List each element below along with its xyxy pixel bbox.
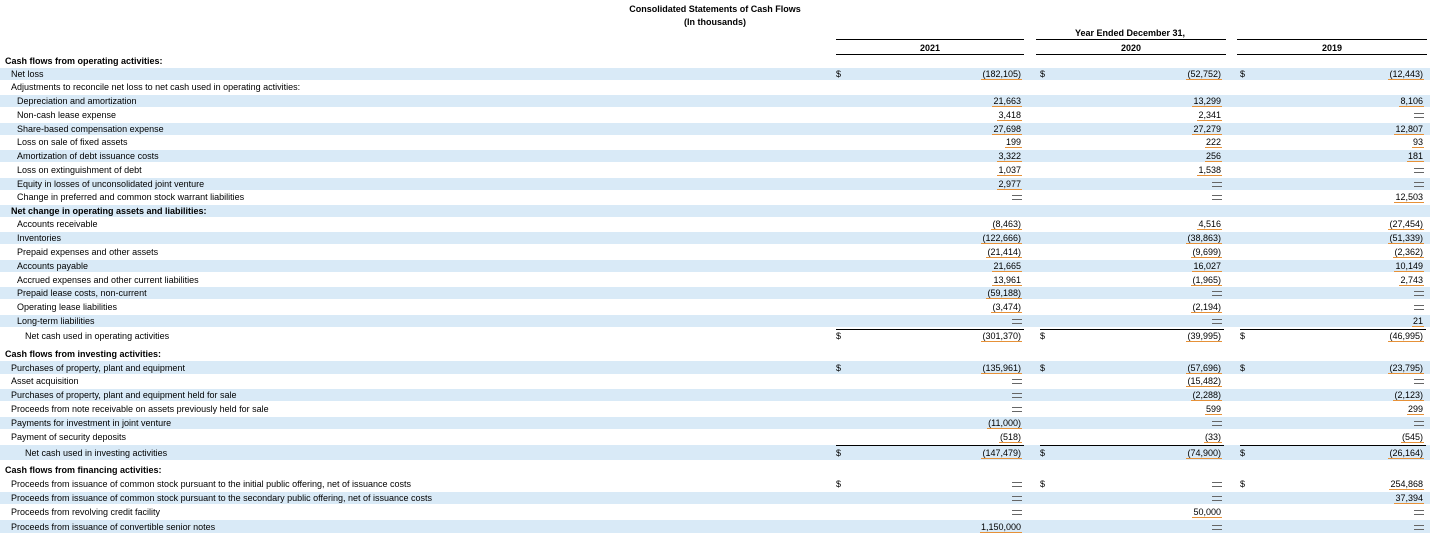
cell-value: (46,995): [1389, 331, 1423, 341]
table-row: [0, 164, 1430, 176]
cell-value: (135,961): [982, 362, 1021, 373]
nil-value-mark: [1212, 289, 1222, 297]
cell-value: 12,503: [1395, 192, 1423, 202]
row-label: Payment of security deposits: [11, 432, 127, 442]
column-header-2019: 2019: [1321, 43, 1343, 53]
nil-value-mark: [1414, 377, 1424, 385]
cell-value: 254,868: [1390, 479, 1423, 489]
cell-value: 50,000: [1193, 507, 1221, 517]
row-label: Accrued expenses and other current liabilities: [17, 275, 199, 285]
row-label: Prepaid expenses and other assets: [17, 247, 159, 257]
cell-value: 299: [1407, 404, 1423, 414]
row-label: Net cash used in investing activities: [25, 447, 168, 458]
row-label: Inventories: [17, 233, 62, 243]
row-label: Proceeds from issuance of convertible senior notes: [11, 521, 216, 532]
nil-value-mark: [1212, 523, 1222, 531]
currency-symbol: $: [1040, 447, 1046, 458]
table-row: [0, 150, 1430, 162]
table-row: [0, 232, 1430, 244]
nil-value-mark: [1414, 419, 1424, 427]
cell-value: 3,418: [998, 110, 1021, 120]
total-rule: [1040, 329, 1224, 330]
cell-value: (301,370): [982, 331, 1021, 341]
table-row: [0, 260, 1430, 272]
cell-value: 222: [1205, 137, 1221, 147]
row-label: Change in preferred and common stock warrant liabilities: [17, 192, 245, 202]
statement-subtitle: (In thousands): [684, 17, 746, 27]
cell-value: (38,863): [1187, 233, 1221, 243]
row-label: Net loss: [11, 69, 44, 79]
cell-value: 21,663: [993, 96, 1021, 106]
row-label: Long-term liabilities: [17, 316, 95, 326]
table-row: [0, 361, 1430, 374]
cell-value: 256: [1205, 151, 1221, 161]
row-label: Asset acquisition: [11, 376, 79, 386]
nil-value-mark: [1012, 391, 1022, 399]
row-label: Non-cash lease expense: [17, 110, 117, 120]
cell-value: (518): [999, 432, 1021, 442]
row-label: Proceeds from issuance of common stock pursuant to the secondary public offering, net of issuance costs: [11, 493, 433, 503]
nil-value-mark: [1212, 193, 1222, 201]
cell-value: 199: [1005, 137, 1021, 147]
total-rule: [1240, 445, 1426, 446]
row-label: Purchases of property, plant and equipment held for sale: [11, 390, 237, 400]
row-label: Equity in losses of unconsolidated joint venture: [17, 179, 205, 189]
cell-value: (39,995): [1187, 331, 1221, 341]
table-row: [0, 375, 1430, 387]
cell-value: (2,123): [1394, 390, 1423, 400]
cell-value: (15,482): [1187, 376, 1221, 386]
table-row: [0, 218, 1430, 230]
cell-value: (26,164): [1389, 447, 1423, 458]
currency-symbol: $: [1040, 69, 1046, 79]
currency-symbol: $: [836, 479, 842, 489]
cell-value: 2,743: [1400, 275, 1423, 285]
cell-value: 1,037: [998, 165, 1021, 175]
cell-value: 1,538: [1198, 165, 1221, 175]
table-row: [0, 315, 1430, 327]
cell-value: (2,288): [1192, 390, 1221, 400]
nil-value-mark: [1414, 166, 1424, 174]
cell-value: (51,339): [1389, 233, 1423, 243]
cell-value: (21,414): [987, 247, 1021, 257]
cell-value: (182,105): [982, 69, 1021, 79]
nil-value-mark: [1212, 317, 1222, 325]
table-row: [0, 136, 1430, 148]
section-heading: [0, 55, 1430, 67]
row-label: Net cash used in operating activities: [25, 331, 170, 341]
total-rule: [1040, 445, 1224, 446]
cell-value: 13,299: [1193, 96, 1221, 106]
table-row: [0, 178, 1430, 190]
total-row: [0, 445, 1430, 460]
period-heading: Year Ended December 31,: [1074, 28, 1186, 38]
nil-value-mark: [1012, 193, 1022, 201]
cell-value: (2,362): [1394, 247, 1423, 257]
currency-symbol: $: [836, 331, 842, 341]
currency-symbol: $: [1240, 362, 1246, 373]
nil-value-mark: [1212, 480, 1222, 488]
cell-value: (545): [1401, 432, 1423, 442]
row-label: Loss on sale of fixed assets: [17, 137, 128, 147]
row-label: Proceeds from revolving credit facility: [11, 507, 161, 517]
column-header-2021: 2021: [919, 43, 941, 53]
cell-value: (147,479): [982, 447, 1021, 458]
nil-value-mark: [1414, 289, 1424, 297]
table-row: [0, 506, 1430, 518]
cell-value: 21: [1412, 316, 1423, 326]
currency-symbol: $: [1240, 331, 1246, 341]
nil-value-mark: [1414, 303, 1424, 311]
row-label: Accounts payable: [17, 261, 89, 271]
section-heading: [0, 205, 1430, 217]
cell-value: (57,696): [1187, 362, 1221, 373]
nil-value-mark: [1414, 508, 1424, 516]
cell-value: 2,341: [1198, 110, 1221, 120]
currency-symbol: $: [836, 362, 842, 373]
cell-value: 27,698: [993, 124, 1021, 134]
row-label: Proceeds from note receivable on assets previously held for sale: [11, 404, 269, 414]
cell-value: 12,807: [1395, 124, 1423, 134]
nil-value-mark: [1012, 377, 1022, 385]
cell-value: 4,516: [1198, 219, 1221, 229]
table-row: [0, 417, 1430, 429]
nil-value-mark: [1414, 180, 1424, 188]
table-row: [0, 478, 1430, 490]
cell-value: 1,150,000: [980, 521, 1021, 532]
table-row: [0, 287, 1430, 299]
table-row: [0, 246, 1430, 258]
column-rule-2021: [836, 39, 1024, 40]
cell-value: 13,961: [993, 275, 1021, 285]
table-row: [0, 109, 1430, 121]
nil-value-mark: [1212, 419, 1222, 427]
row-label: Amortization of debt issuance costs: [17, 151, 159, 161]
nil-value-mark: [1012, 494, 1022, 502]
table-row: [0, 301, 1430, 313]
cell-value: (27,454): [1389, 219, 1423, 229]
row-label: Cash flows from financing activities:: [5, 465, 162, 475]
cell-value: (2,194): [1192, 302, 1221, 312]
currency-symbol: $: [1240, 447, 1246, 458]
table-row: [0, 123, 1430, 135]
row-label: Net change in operating assets and liabilities:: [11, 206, 207, 216]
table-row: [0, 274, 1430, 286]
cell-value: (23,795): [1389, 362, 1423, 373]
total-rule: [1240, 329, 1426, 330]
table-row: [0, 492, 1430, 504]
nil-value-mark: [1414, 111, 1424, 119]
section-heading: [0, 464, 1430, 476]
cell-value: 10,149: [1395, 261, 1423, 271]
cell-value: (8,463): [992, 219, 1021, 229]
cell-value: (9,699): [1192, 247, 1221, 257]
cell-value: (1,965): [1192, 275, 1221, 285]
currency-symbol: $: [1040, 479, 1046, 489]
column-rule-2019: [1237, 39, 1427, 40]
row-label: Accounts receivable: [17, 219, 98, 229]
column-rule-2020: [1036, 39, 1226, 40]
table-row: [0, 520, 1430, 533]
table-row: [0, 389, 1430, 401]
total-rule: [836, 329, 1024, 330]
column-header-2020: 2020: [1120, 43, 1142, 53]
row-label: Cash flows from operating activities:: [5, 56, 163, 66]
section-heading: [0, 348, 1430, 360]
cell-value: (59,188): [987, 288, 1021, 298]
row-label: Payments for investment in joint venture: [11, 418, 172, 428]
cell-value: 27,279: [1193, 124, 1221, 134]
row-label: Share-based compensation expense: [17, 124, 164, 134]
row-label: Adjustments to reconcile net loss to net cash used in operating activities:: [11, 82, 301, 92]
row-label: Loss on extinguishment of debt: [17, 165, 142, 175]
currency-symbol: $: [1240, 69, 1246, 79]
nil-value-mark: [1012, 405, 1022, 413]
cell-value: 93: [1412, 137, 1423, 147]
cell-value: (74,900): [1187, 447, 1221, 458]
table-row: [0, 403, 1430, 415]
cell-value: 2,977: [998, 179, 1021, 189]
table-row: [0, 431, 1430, 443]
cell-value: (52,752): [1187, 69, 1221, 79]
cell-value: 3,322: [998, 151, 1021, 161]
cell-value: 37,394: [1395, 493, 1423, 503]
cell-value: 599: [1205, 404, 1221, 414]
row-label: Cash flows from investing activities:: [5, 349, 162, 359]
cell-value: 16,027: [1193, 261, 1221, 271]
cell-value: (11,000): [988, 418, 1021, 428]
row-label: Prepaid lease costs, non-current: [17, 288, 147, 298]
table-row: [0, 191, 1430, 203]
cell-value: (122,666): [982, 233, 1021, 243]
cell-value: 8,106: [1400, 96, 1423, 106]
currency-symbol: $: [1040, 331, 1046, 341]
statement-title: Consolidated Statements of Cash Flows: [629, 4, 801, 14]
cell-value: (33): [1204, 432, 1221, 442]
table-row: [0, 95, 1430, 107]
cell-value: 181: [1407, 151, 1423, 161]
nil-value-mark: [1212, 180, 1222, 188]
nil-value-mark: [1012, 508, 1022, 516]
total-rule: [836, 445, 1024, 446]
cell-value: (3,474): [992, 302, 1021, 312]
row-label: Operating lease liabilities: [17, 302, 118, 312]
total-row: [0, 329, 1430, 343]
table-row: [0, 81, 1430, 93]
currency-symbol: $: [1040, 362, 1046, 373]
currency-symbol: $: [836, 69, 842, 79]
cell-value: (12,443): [1389, 69, 1423, 79]
row-label: Purchases of property, plant and equipment: [11, 362, 185, 373]
currency-symbol: $: [1240, 479, 1246, 489]
cell-value: 21,665: [993, 261, 1021, 271]
nil-value-mark: [1414, 523, 1424, 531]
nil-value-mark: [1212, 494, 1222, 502]
nil-value-mark: [1012, 317, 1022, 325]
row-label: Proceeds from issuance of common stock pursuant to the initial public offering, net of issuance costs: [11, 479, 412, 489]
nil-value-mark: [1012, 480, 1022, 488]
row-label: Depreciation and amortization: [17, 96, 137, 106]
currency-symbol: $: [836, 447, 842, 458]
table-row: [0, 68, 1430, 80]
